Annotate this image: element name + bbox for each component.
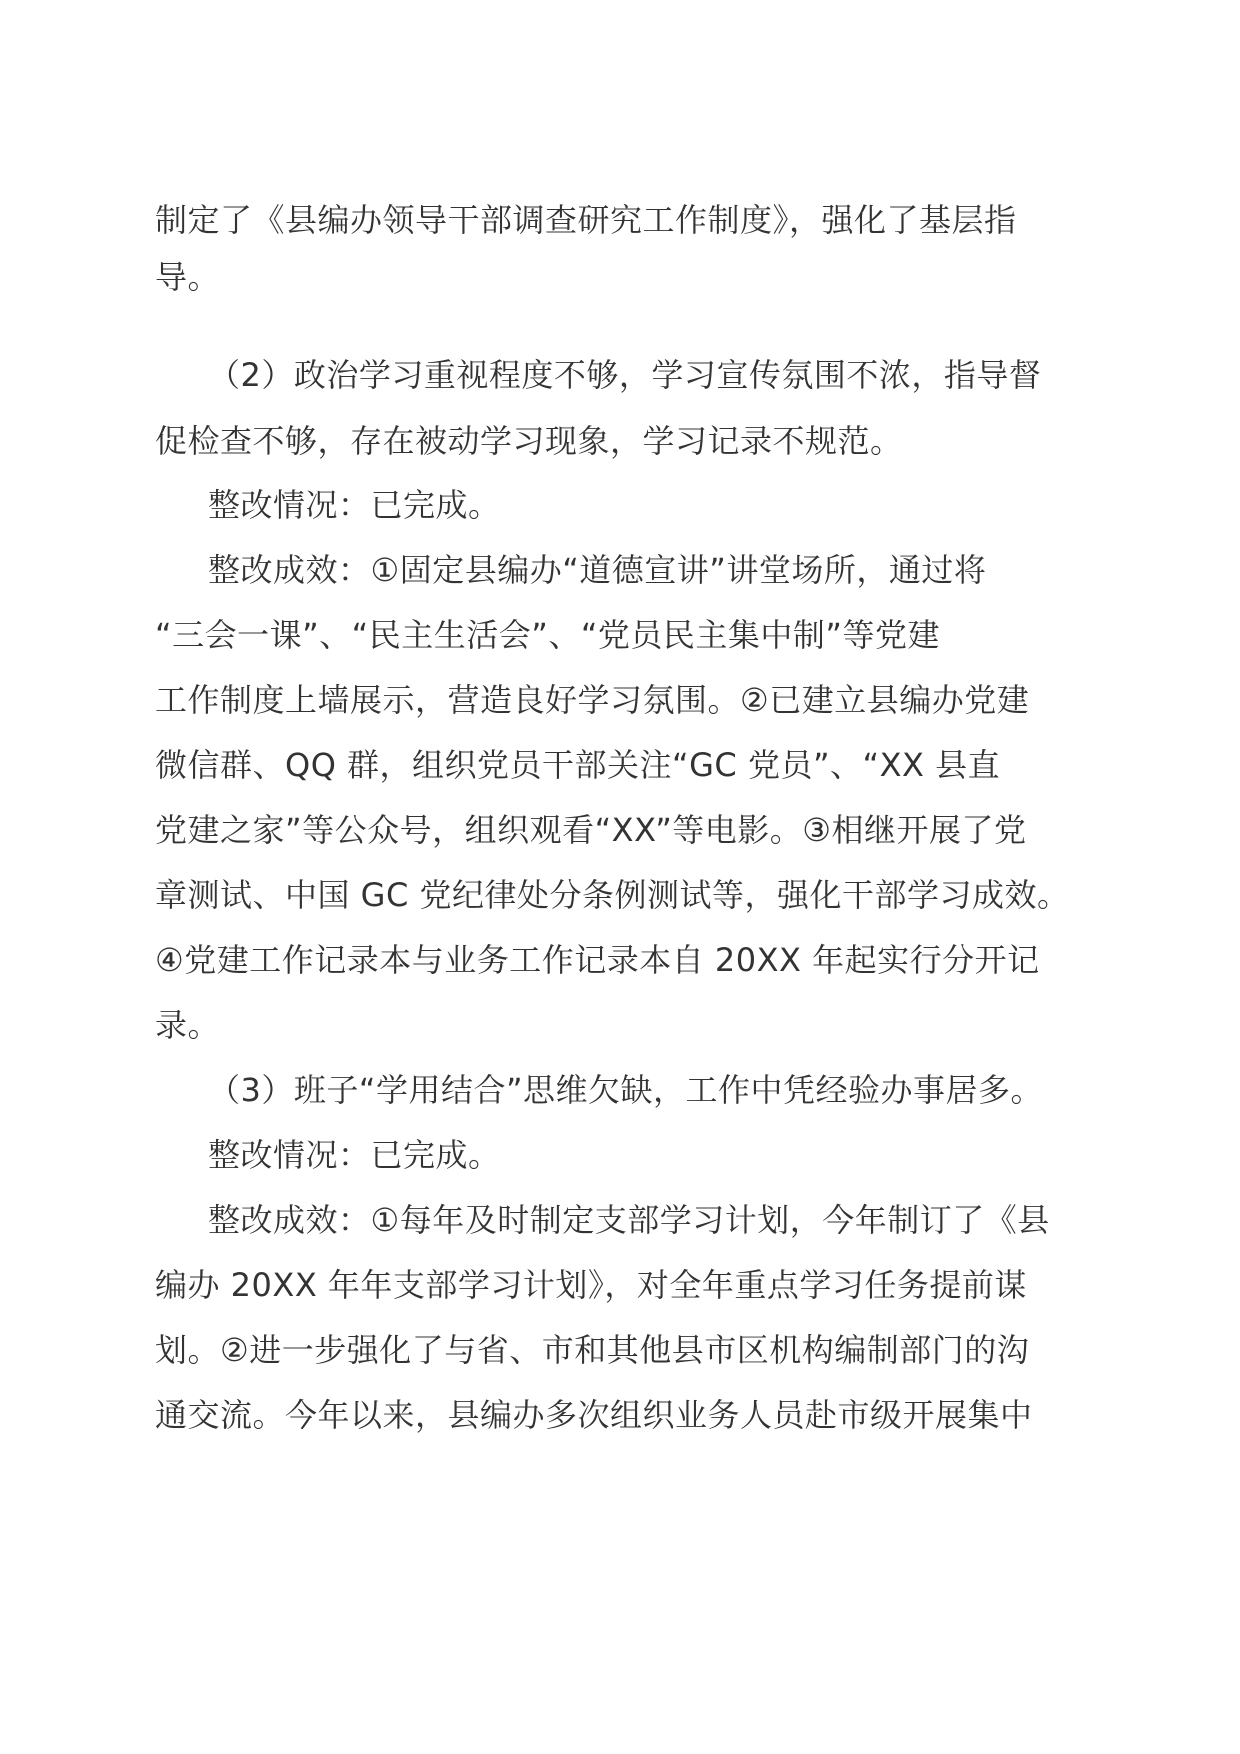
text-line: （3）班子“学用结合”思维欠缺，工作中凭经验办事居多。: [208, 1071, 1044, 1109]
text-line: 制定了《县编办领导干部调查研究工作制度》，强化了基层指: [155, 201, 1017, 239]
text-line: 整改情况：已完成。: [208, 1136, 501, 1174]
text-line: 划。②进一步强化了与省、市和其他县市区机构编制部门的沟: [155, 1331, 1030, 1369]
text-line: 通交流。今年以来，县编办多次组织业务人员赴市级开展集中: [155, 1396, 1033, 1434]
text-line: 整改成效：①固定县编办“道德宣讲”讲堂场所，通过将: [208, 551, 987, 589]
text-line: 工作制度上墙展示，营造良好学习氛围。②已建立县编办党建: [155, 681, 1030, 719]
text-line: （2）政治学习重视程度不够，学习宣传氛围不浓，指导督: [208, 356, 1042, 394]
text-line: 党建之家”等公众号，组织观看“XX”等电影。③相继开展了党: [155, 811, 1027, 849]
text-line: 整改成效：①每年及时制定支部学习计划，今年制订了《县: [208, 1201, 1050, 1239]
text-line: “三会一课”、“民主生活会”、“党员民主集中制”等党建: [155, 616, 940, 654]
text-line: 编办 20XX 年年支部学习计划》，对全年重点学习任务提前谋: [155, 1266, 1027, 1304]
text-line: 促检查不够，存在被动学习现象，学习记录不规范。: [155, 422, 903, 460]
text-line: 导。: [155, 258, 221, 296]
text-line: 录。: [155, 1006, 221, 1044]
text-line: ④党建工作记录本与业务工作记录本自 20XX 年起实行分开记: [155, 941, 1040, 979]
text-line: 微信群、QQ 群，组织党员干部关注“GC 党员”、“XX 县直: [155, 746, 1001, 784]
text-line: 整改情况：已完成。: [208, 486, 501, 524]
text-line: 章测试、中国 GC 党纪律处分条例测试等，强化干部学习成效。: [155, 876, 1070, 914]
